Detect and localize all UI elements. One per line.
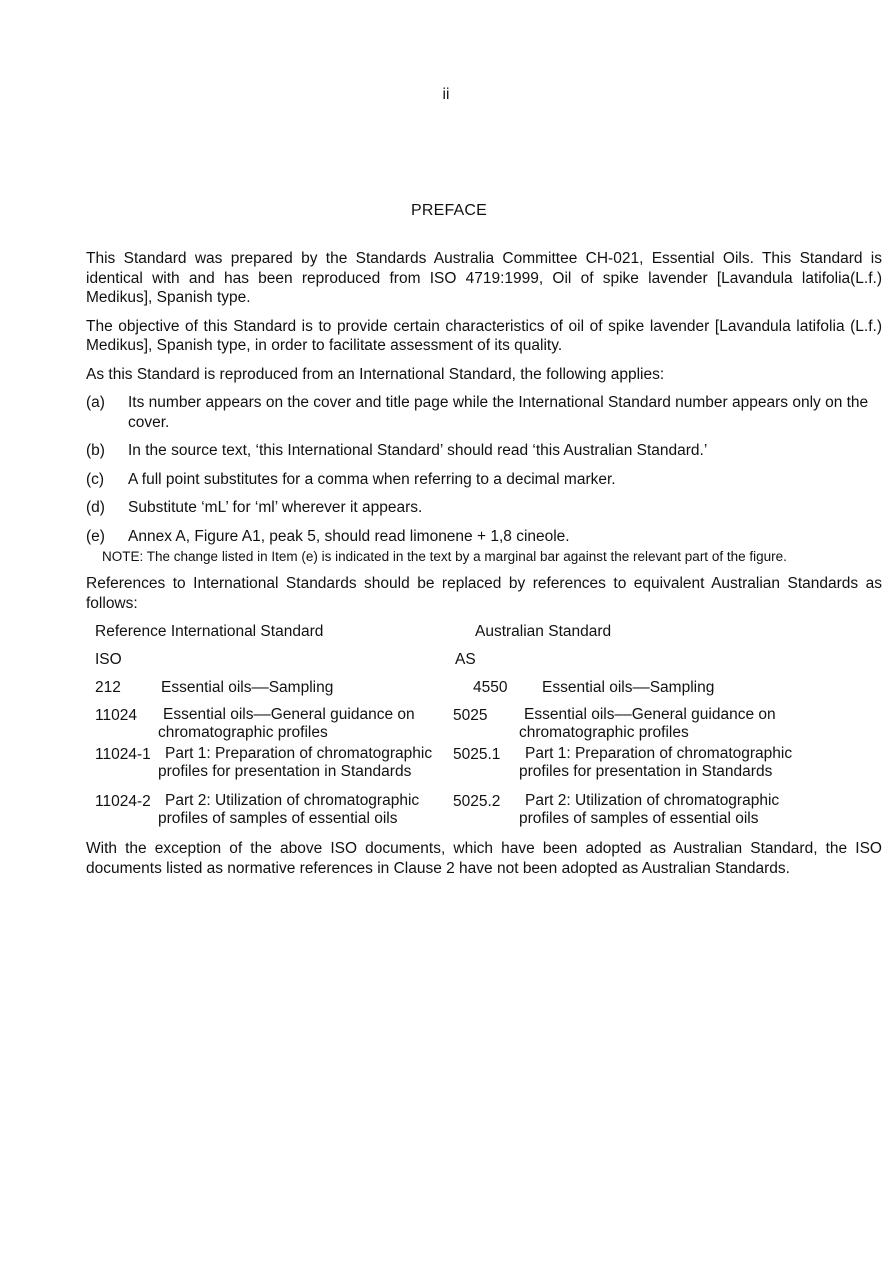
table-row [95,706,882,744]
note: NOTE: The change listed in Item (e) is indicated in the text by a marginal bar against the relevant part of the figure. [102,549,787,564]
paragraph-references: References to International Standards should be replaced by references to equivalent Australian Standards as follows: [86,575,882,612]
list-item [86,441,882,461]
list-item [86,470,882,490]
as-number: 5025.2 [453,793,501,810]
iso-title: Part 1: Preparation of chromatographic profiles for presentation in Standards [158,745,433,780]
list-text: Substitute ‘mL’ for ‘ml’ wherever it appears. [128,499,423,516]
iso-title: Essential oils––General guidance on chromatographic profiles [158,706,415,741]
list-marker: (b) [86,442,105,459]
list-marker: (c) [86,470,105,488]
list-item [86,498,882,518]
iso-number: 212 [95,679,121,696]
as-number: 5025.1 [453,746,501,763]
header-international: Reference International Standard [95,623,324,640]
as-number: 4550 [473,679,508,696]
as-title: Part 1: Preparation of chromatographic profiles for presentation in Standards [519,745,793,780]
list-item [86,393,882,432]
column-as: AS [455,651,476,668]
as-title: Essential oils––Sampling [542,679,715,696]
list-marker: (a) [86,394,105,411]
list-item [86,527,882,547]
list-text: Annex A, Figure A1, peak 5, should read limonene + 1,8 cineole. [128,527,570,545]
list-text: A full point substitutes for a comma when referring to a decimal marker. [128,470,616,488]
header-australian: Australian Standard [475,623,612,640]
paragraph-committee: This Standard was prepared by the Standards Australia Committee CH-021, Essential Oils. This Standard is identical with and has been reproduced from ISO 4719:1999, Oil of spike lavender [Lavandula latifolia(L.f.) Medikus], Spanish type. [86,250,882,306]
column-iso: ISO [95,651,122,668]
list-marker: (e) [86,527,105,545]
paragraph-exception: With the exception of the above ISO documents, which have been adopted as Australian Standard, the ISO documents listed as normative references in Clause 2 have not been adopted as Australian Standards. [86,840,882,877]
page-number: ii [442,86,450,103]
list-text: In the source text, ‘this International Standard’ should read ‘this Australian Standard.’ [128,442,708,459]
paragraph-applies: As this Standard is reproduced from an International Standard, the following applies: [86,365,665,383]
list-text: Its number appears on the cover and title page while the International Standard number appears only on the cover. [128,394,869,431]
page-title: PREFACE [410,202,488,219]
table-row [95,792,882,830]
iso-number: 11024-1 [95,746,151,763]
as-title: Part 2: Utilization of chromatographic profiles of samples of essential oils [519,792,780,827]
as-title: Essential oils––General guidance on chromatographic profiles [519,706,776,741]
list-marker: (d) [86,499,105,516]
iso-number: 11024 [95,707,137,724]
table-subheader-row [95,650,882,669]
iso-title: Part 2: Utilization of chromatographic profiles of samples of essential oils [158,792,420,827]
table-row [95,745,882,783]
iso-number: 11024-2 [95,793,151,810]
table-row [95,678,882,697]
table-header-row [95,622,882,641]
reference-table [95,622,882,830]
iso-title: Essential oils––Sampling [161,679,334,696]
as-number: 5025 [453,707,488,724]
paragraph-objective: The objective of this Standard is to provide certain characteristics of oil of spike lavender [Lavandula latifolia (L.f.) Medikus], Spanish type, in order to facilitate assessment of its quality. [86,317,882,354]
preface-body [86,249,882,887]
